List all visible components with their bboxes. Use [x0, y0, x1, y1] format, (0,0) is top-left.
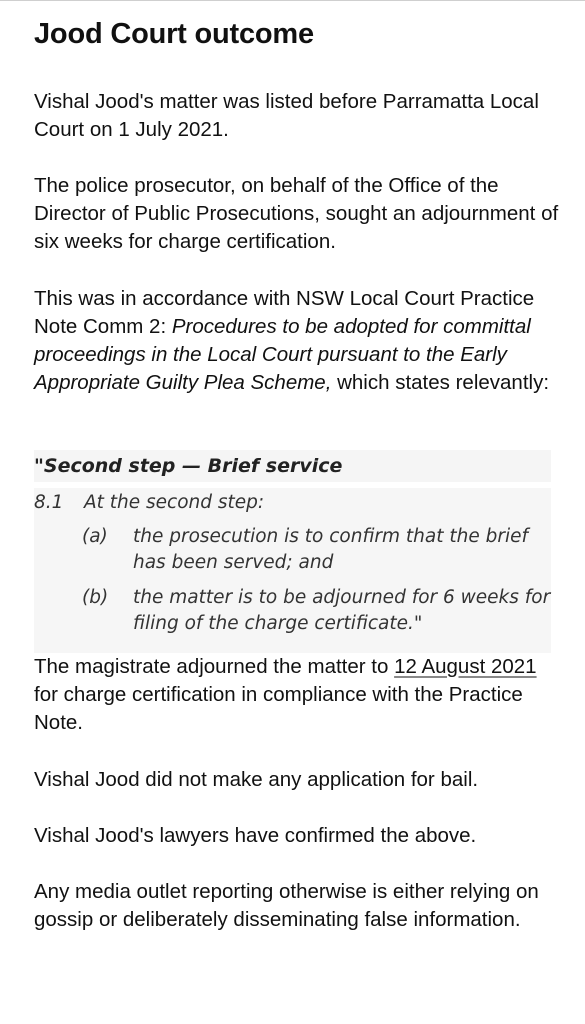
adjourned-date: 12 August 2021: [394, 655, 537, 678]
paragraph-bail: Vishal Jood did not make any application for bail.: [34, 768, 479, 791]
item-a-text: the prosecution is to confirm that the brief has been served; and: [133, 526, 529, 573]
practice-note-intro: This was in accordance with NSW Local Court Practice Note Comm 2:: [34, 287, 535, 338]
clause-number: 8.1: [34, 492, 64, 513]
outcome-intro: The magistrate adjourned the matter to: [34, 655, 395, 678]
quote-heading: "Second step — Brief service: [34, 450, 551, 482]
paragraph-media: Any media outlet reporting otherwise is either relying on gossip or deliberately disseminating false information.: [34, 880, 539, 931]
item-a-marker: (a): [82, 526, 108, 547]
page-title: Jood Court outcome: [34, 18, 314, 50]
quote-body: [34, 488, 551, 653]
practice-note-tail: which states relevantly:: [331, 371, 550, 394]
paragraph-practice-note: [34, 285, 564, 397]
item-b-text: the matter is to be adjourned for 6 weeks for filing of the charge certificate.": [133, 587, 551, 634]
paragraph-adjournment-request: The police prosecutor, on behalf of the Office of the Director of Public Prosecutions, sought an adjournment of six weeks for charge certification.: [34, 174, 559, 253]
practice-note-quote: [34, 450, 551, 653]
item-b-marker: (b): [82, 587, 109, 608]
outcome-tail: for charge certification in compliance with the Practice Note.: [34, 683, 523, 734]
practice-note-title: Procedures to be adopted for committal proceedings in the Local Court pursuant to the Early Appropriate Guilty Plea Scheme,: [34, 315, 531, 394]
clause-intro: At the second step:: [84, 492, 265, 513]
paragraph-lawyers: Vishal Jood's lawyers have confirmed the above.: [34, 824, 477, 847]
paragraph-listing: Vishal Jood's matter was listed before Parramatta Local Court on 1 July 2021.: [34, 90, 539, 141]
paragraph-magistrate-outcome: [34, 653, 564, 737]
